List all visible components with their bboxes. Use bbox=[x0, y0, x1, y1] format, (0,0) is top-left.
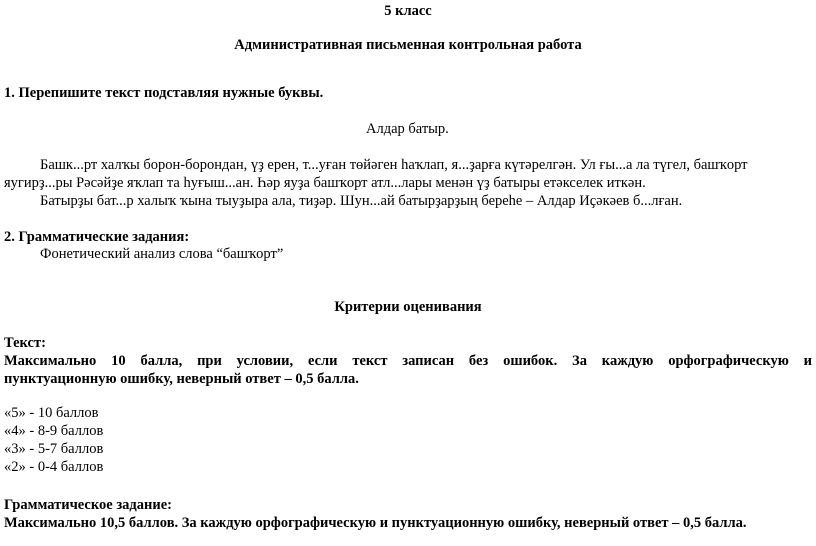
text-criteria-label: Текст: bbox=[4, 335, 46, 351]
task1-heading: 1. Перепишите текст подставляя нужные буквы. bbox=[4, 85, 324, 101]
paragraph2: Батырҙы бат...р халыҡ ҡына тыуҙыра ала, тиҙәр. Шун...ай батырҙарҙың береһе – Алдар Иҫәкәев б...лған. bbox=[40, 193, 683, 209]
grade-item-5: «5» - 10 баллов bbox=[4, 405, 99, 421]
grammar-criteria-rule: Максимально 10,5 баллов. За каждую орфографическую и пунктуационную ошибку, неверный ответ – 0,5 балла. bbox=[4, 515, 747, 531]
grade-item-3: «3» - 5-7 баллов bbox=[4, 441, 104, 457]
task2-heading: 2. Грамматические задания: bbox=[4, 229, 190, 245]
grade-item-4: «4» - 8-9 баллов bbox=[4, 423, 104, 439]
criteria-title: Критерии оценивания bbox=[334, 299, 482, 315]
paragraph1-line2: яугирҙ...ры Рәсәйҙе яҡлап та һуғыш...ан. Һәр яуҙа башҡорт атл...лары менән үҙ батыры етәкселек иткән. bbox=[4, 175, 646, 191]
grade-item-2: «2» - 0-4 баллов bbox=[4, 459, 104, 475]
grammar-criteria-label: Грамматическое задание: bbox=[4, 497, 172, 513]
text-criteria-rule-line2: пунктуационную ошибку, неверный ответ – 0,5 балла. bbox=[4, 371, 359, 387]
document-title: Административная письменная контрольная работа bbox=[234, 37, 582, 53]
text-title: Алдар батыр. bbox=[366, 121, 449, 137]
grade-label: 5 класс bbox=[384, 3, 432, 19]
paragraph1-line1: Башк...рт халҡы борон-борондан, үҙ ерен, т...уған төйәген һаҡлап, я...ҙарға күтәрелгән. Ул ғы...а ла түгел, башҡорт bbox=[40, 157, 748, 173]
text-criteria-rule-line1: Максимально 10 балла, при условии, если текст записан без ошибок. За каждую орфографическую и bbox=[4, 353, 812, 369]
task2-item: Фонетический анализ слова “башҡорт” bbox=[40, 246, 284, 262]
